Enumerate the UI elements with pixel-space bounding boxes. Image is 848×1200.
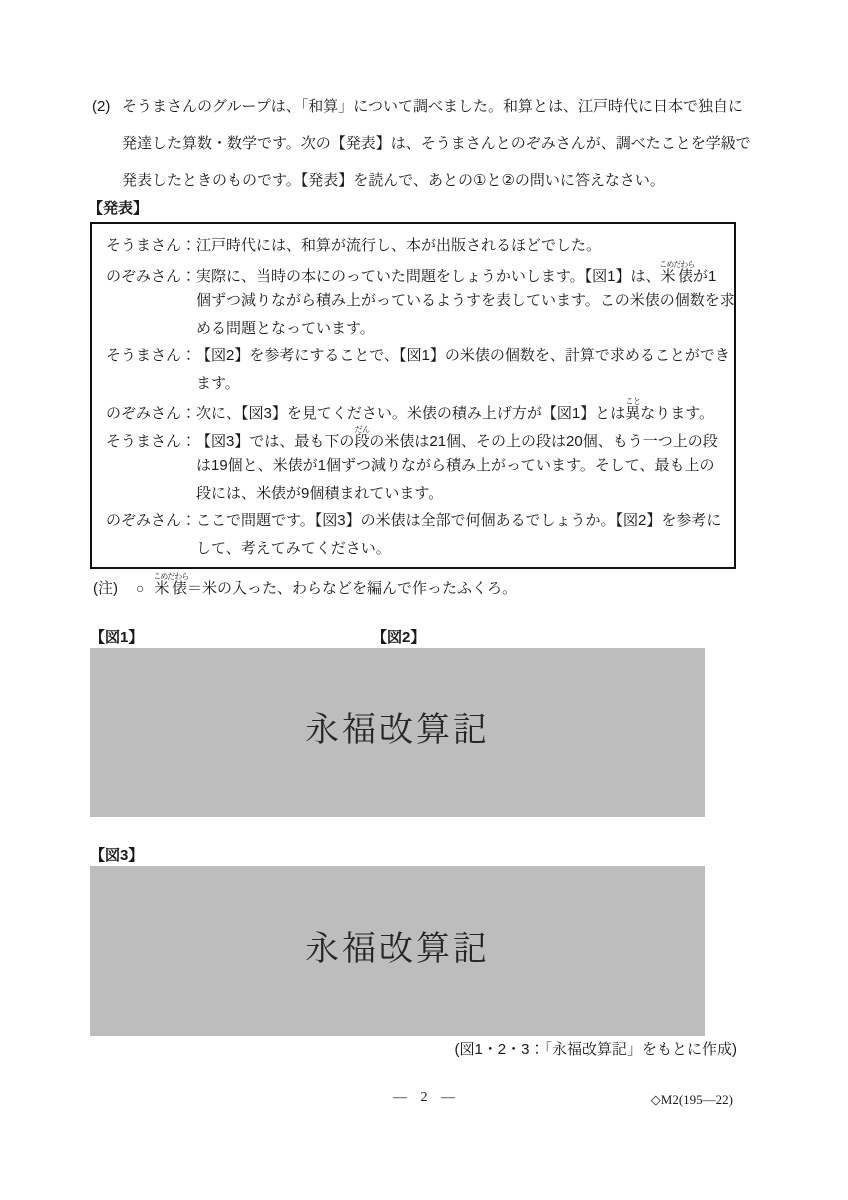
furigana-word: 米俵こめだわら [153,572,189,597]
speaker-name: そうまさん： [106,237,197,254]
dialog-line: のぞみさん：ここで問題です。【図3】の米俵は全部で何個あるでしょうか。【図2】を参考に [106,507,730,535]
figures-caption: (図1・2・3：「永福改算記」をもとに作成) [454,1041,737,1058]
dialog-line: そうまさん：【図3】では、最も下の段だんの米俵は21個、その上の段は20個、もう一つ上の段 [106,425,730,453]
figure1-label: 【図1】 [90,629,144,646]
figure3-label: 【図3】 [90,847,144,864]
presentation-box [90,222,736,569]
speaker-name: のぞみさん： [106,267,197,285]
furigana-word: 米俵こめだわら [659,259,695,285]
placeholder-title: 永福改算記 [305,711,490,749]
note-bullet: ○ [136,580,145,596]
placeholder-title: 永福改算記 [305,929,490,968]
figure1-2-placeholder [90,648,705,817]
doc-code: ◇M2(195—22) [650,1092,733,1107]
dialog-line: そうまさん：江戸時代には、和算が流行し、本が出版されるほどでした。 [106,232,730,260]
furigana-word: 段だん [354,424,370,450]
figure2-label: 【図2】 [372,629,426,646]
intro-line: 発達した算数・数学です。次の【発表】は、そうまさんとのぞみさんが、調べたことを学級で [122,135,751,152]
dialog-line: 個ずつ減りながら積み上がっているようすを表しています。この米俵の個数を求 [196,292,735,309]
furigana-word: 異こと [625,397,641,422]
dialog-line: ます。 [196,374,240,392]
problem-intro [92,88,751,199]
page-number: — 2 — [393,1090,455,1105]
note-label: (注) [93,580,118,597]
presentation-label: 【発表】 [88,200,149,217]
dialog-line: のぞみさん：実際に、当時の本にのっていた問題をしょうかいします。【図1】は、米俵こめだわらが1 [106,260,730,288]
intro-line-text: そうまさんのグループは、「和算」について調べました。和算とは、江戸時代に日本で独自に [122,98,744,115]
speaker-name: そうまさん： [106,432,197,450]
intro-line: 発表したときのものです。【発表】を読んで、あとの①と②の問いに答えなさい。 [122,172,665,189]
speaker-name: そうまさん： [106,347,197,364]
speaker-name: のぞみさん： [106,512,197,529]
figure3-placeholder [90,866,705,1036]
dialog-line: のぞみさん：次に、【図3】を見てください。米俵の積み上げ方が【図1】とは異ことなります。 [106,397,730,425]
speaker-name: のぞみさん： [106,405,197,422]
problem-number: (2) [92,98,111,115]
dialog-line: そうまさん：【図2】を参考にすることで、【図1】の米俵の個数を、計算で求めることができ [106,342,730,370]
note-line [93,572,517,600]
dialog-line: は19個と、米俵が1個ずつ減りながら積み上がっています。そして、最も上の [196,457,715,474]
dialog-line: める問題となっています。 [196,319,375,337]
dialog-line: して、考えてみてください。 [196,539,391,557]
dialog-line: 段には、米俵が9個積まれています。 [196,484,444,502]
note-text: 米俵こめだわら＝米の入った、わらなどを編んで作ったふくろ。 [153,572,517,597]
intro-line [92,88,751,125]
